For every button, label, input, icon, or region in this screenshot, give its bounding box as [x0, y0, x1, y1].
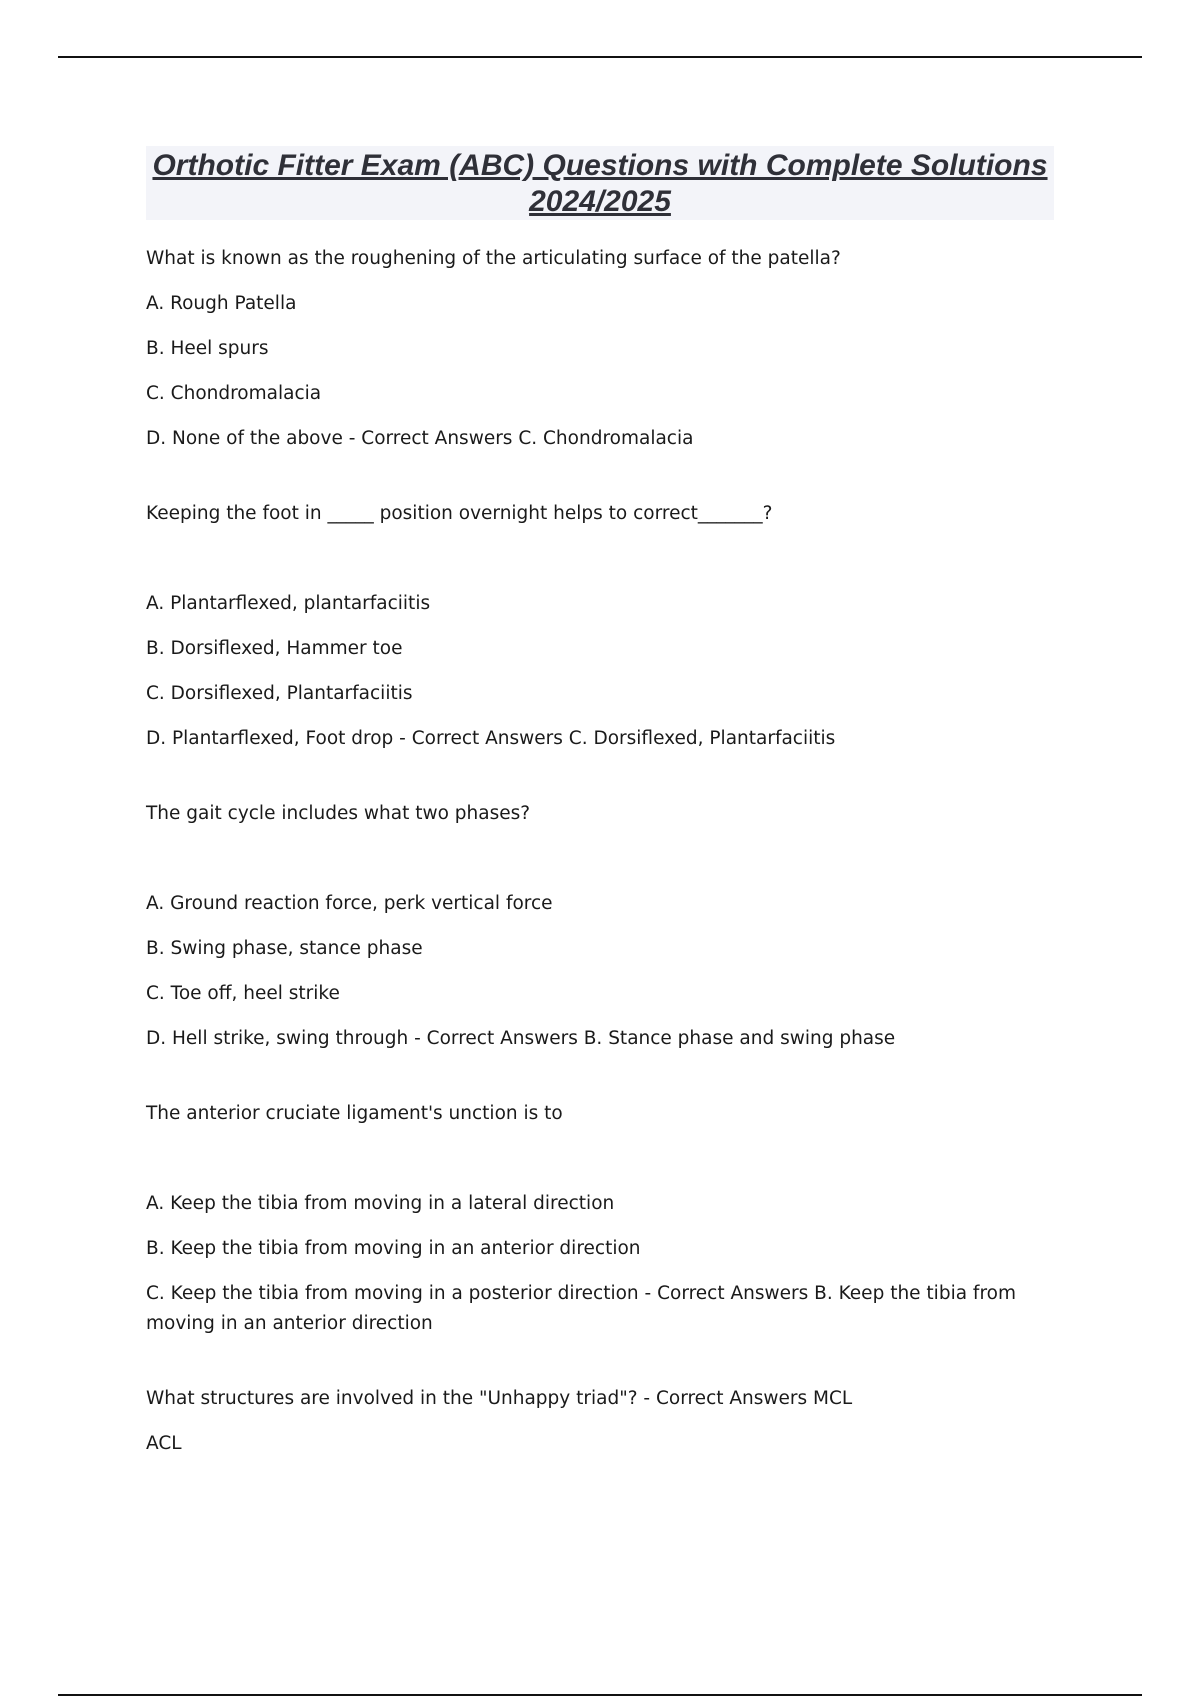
option-d-answer: D. Plantarflexed, Foot drop - Correct Answers C. Dorsiflexed, Plantarfaciitis [146, 728, 836, 749]
option-b: B. Dorsiflexed, Hammer toe [146, 638, 403, 659]
answer-line: ACL [146, 1433, 182, 1454]
question-5 [146, 1384, 1046, 1459]
title-box [146, 146, 1054, 220]
option-a: A. Ground reaction force, perk vertical force [146, 893, 553, 914]
document-body [146, 244, 1046, 1474]
question-text: The gait cycle includes what two phases? [146, 803, 531, 824]
question-3 [146, 799, 1046, 1054]
option-a: A. Plantarflexed, plantarfaciitis [146, 593, 431, 614]
option-a: A. Rough Patella [146, 293, 297, 314]
option-d-answer: D. Hell strike, swing through - Correct Answers B. Stance phase and swing phase [146, 1028, 896, 1049]
option-c: C. Dorsiflexed, Plantarfaciitis [146, 683, 413, 704]
document-title: Orthotic Fitter Exam (ABC) Questions with Complete Solutions 2024/2025 [152, 149, 1048, 218]
bottom-rule [58, 1694, 1142, 1696]
question-4 [146, 1099, 1046, 1339]
top-rule [58, 56, 1142, 58]
question-text: Keeping the foot in _____ position overnight helps to correct_______? [146, 503, 773, 524]
option-c: C. Chondromalacia [146, 383, 322, 404]
option-a: A. Keep the tibia from moving in a lateral direction [146, 1193, 615, 1214]
option-d-answer: D. None of the above - Correct Answers C. Chondromalacia [146, 428, 694, 449]
question-1 [146, 244, 1046, 454]
option-c: C. Toe off, heel strike [146, 983, 340, 1004]
question-text: What structures are involved in the "Unhappy triad"? - Correct Answers MCL [146, 1388, 853, 1409]
option-b: B. Keep the tibia from moving in an anterior direction [146, 1238, 641, 1259]
question-2 [146, 499, 1046, 754]
question-text: The anterior cruciate ligament's unction is to [146, 1103, 563, 1124]
option-c-answer: C. Keep the tibia from moving in a posterior direction - Correct Answers B. Keep the tibia from moving in an anterior direction [146, 1283, 1016, 1334]
question-text: What is known as the roughening of the articulating surface of the patella? [146, 248, 841, 269]
option-b: B. Heel spurs [146, 338, 269, 359]
option-b: B. Swing phase, stance phase [146, 938, 423, 959]
